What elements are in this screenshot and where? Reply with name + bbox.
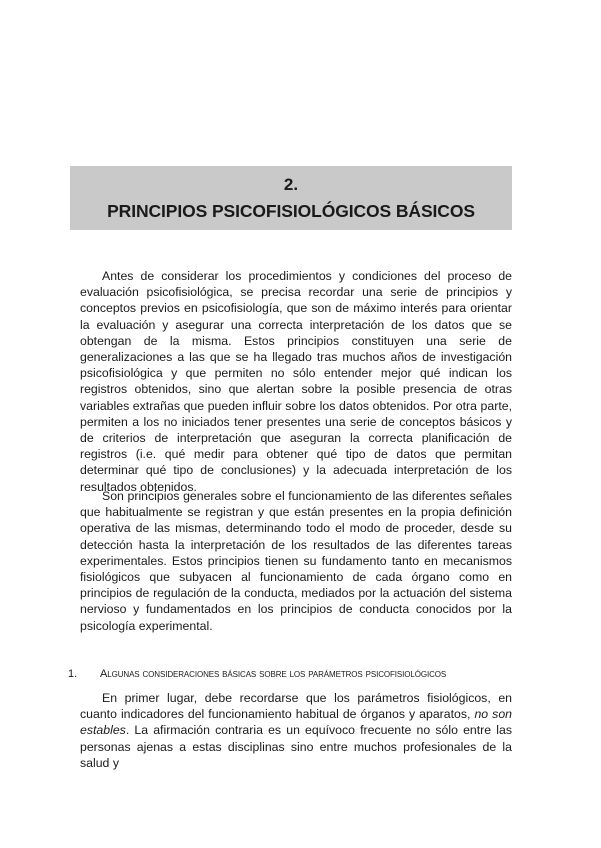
section-paragraph-1 — [80, 690, 512, 771]
section-paragraph-text-start: En primer lugar, debe recordarse que los parámetros fisiológicos, en cuanto indicadores del funcionamiento habitual de órganos y aparatos, — [80, 691, 512, 722]
intro-paragraph-2: Son principios generales sobre el funcionamiento de las diferentes señales que habitualmente se registran y que están presentes en la propia definición operativa de las mismas, determinando todo el modo de proceder, desde su detección hasta la interpretación de los resultados de las diferentes tareas experimentales. Estos principios tienen su fundamento tanto en mecanismos fisiológicos que subyacen al funcionamiento de cada órgano como en principios de regulación de la conducta, mediados por la actuación del sistema nervioso y fundamentados en los principios de conducta conocidos por la psicología experimental. — [80, 489, 512, 633]
section-title: Algunas consideraciones básicas sobre los parámetros psicofisiológicos — [100, 668, 447, 680]
section-paragraph-emphasis: no son estables — [80, 707, 512, 738]
chapter-banner — [70, 166, 512, 230]
intro-paragraph-1: Antes de considerar los procedimientos y condiciones del proceso de evaluación psicofisiológica, se precisa recordar una serie de principios y conceptos previos en psicofisiología, que son de máximo interés para orientar la evaluación y asegurar una correcta interpretación de los datos que se obtengan de la misma. Estos principios constituyen una serie de generalizaciones a las que se ha llegado tras muchos años de investigación psicofisiológica y que permiten no sólo entender mejor qué indican los registros obtenidos, sino que alertan sobre la posible presencia de otras variables extrañas que pueden influir sobre los datos obtenidos. Por otra parte, permiten a los no iniciados tener presentes una serie de conceptos básicos y de criterios de interpretación que aseguran la correcta planificación de registros (i.e. qué medir para obtener qué tipo de datos que permitan determinar qué tipo de conclusiones) y la adecuada interpretación de los resultados obtenidos. — [80, 269, 512, 494]
chapter-number: 2. — [283, 175, 299, 194]
section-paragraph-text-end: . La afirmación contraria es un equívoco frecuente no sólo entre las personas ajenas a estas disciplinas sino entre muchos profesionales de la salud y — [80, 723, 512, 770]
chapter-title: PRINCIPIOS PSICOFISIOLÓGICOS BÁSICOS — [107, 201, 475, 221]
section-number: 1. — [68, 668, 78, 680]
